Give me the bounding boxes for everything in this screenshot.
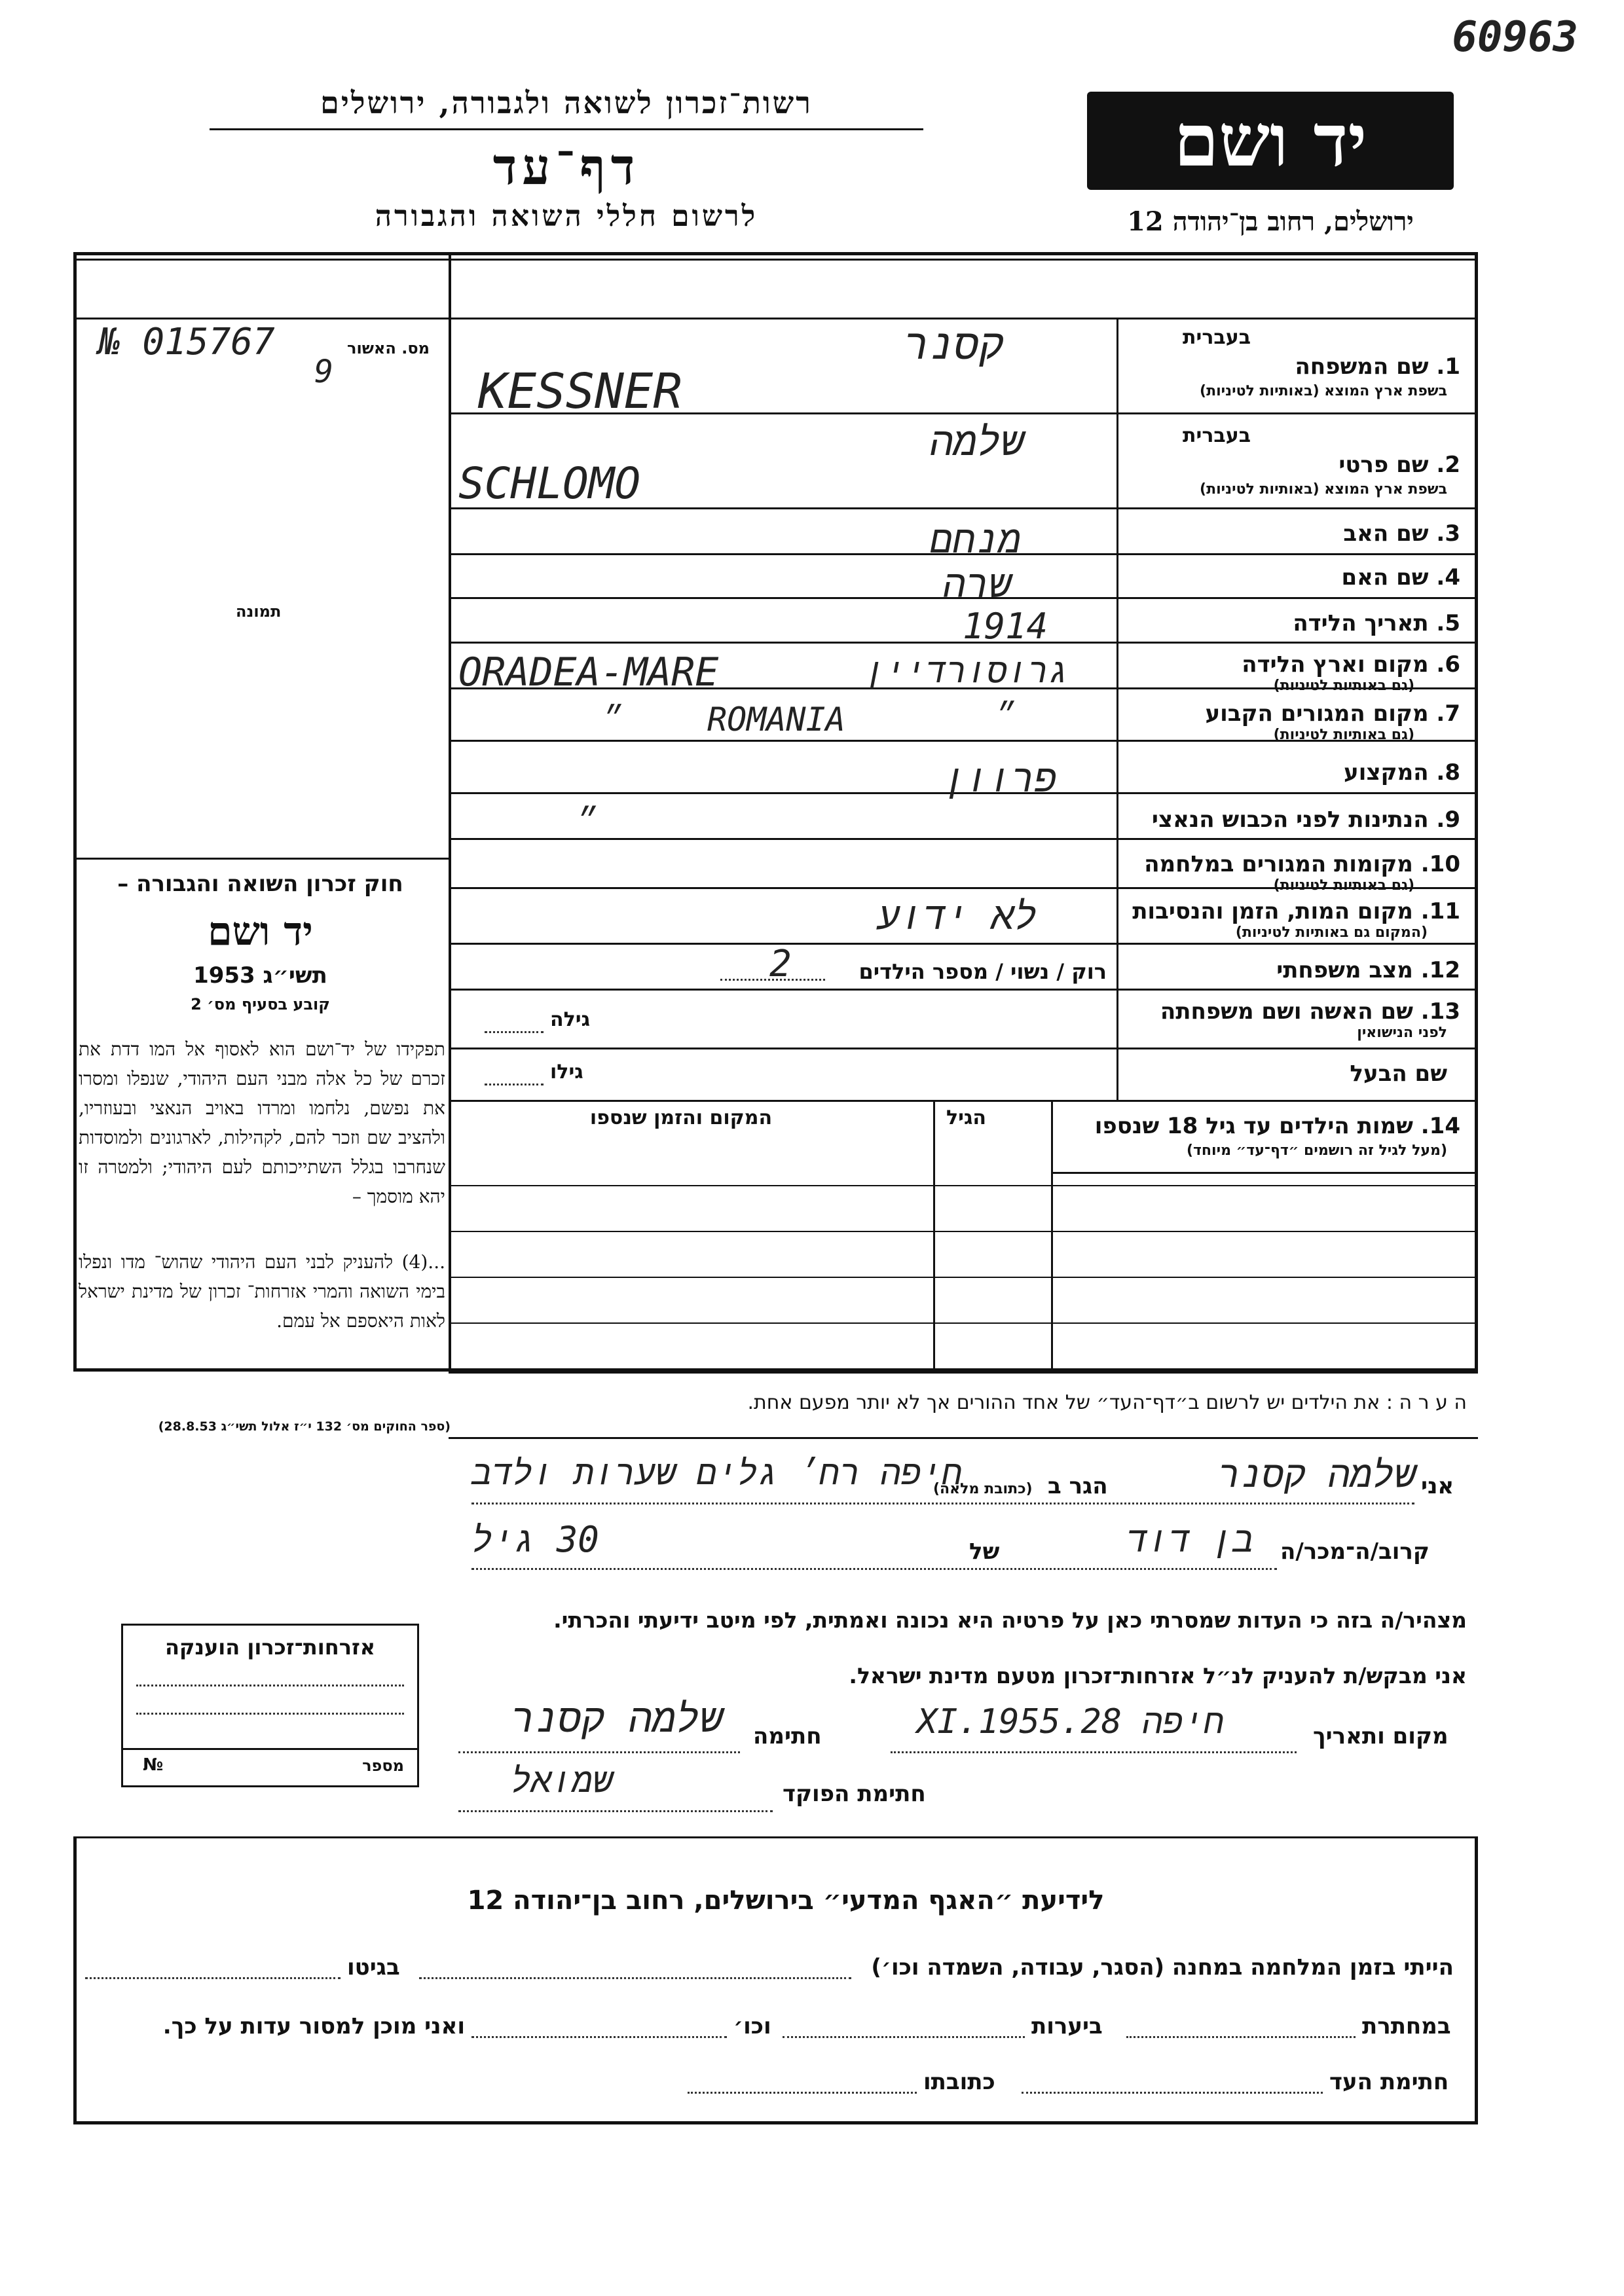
- marital-status-options: רוק / נשוי / מספר הילדים: [858, 959, 1107, 984]
- left-column-divider: [449, 252, 451, 1372]
- children-col-div-1: [1051, 1100, 1053, 1372]
- field-7-sub: (גם באותיות לטיניות): [1273, 727, 1414, 743]
- footer-etc-fill: [471, 2036, 727, 2038]
- field-row-rule: [449, 943, 1478, 945]
- field-2-sub: בשפת ארץ המוצא (באותיות לטיניות): [1200, 481, 1447, 498]
- child-row-rule: [449, 1277, 1478, 1278]
- photo-label: תמונה: [236, 602, 282, 621]
- field-row-rule: [449, 838, 1478, 840]
- field-6-sub: (גם באותיות לטיניות): [1273, 678, 1414, 694]
- residence-ditto-left: ״: [602, 701, 621, 737]
- citizenship-number-sign: №: [143, 1755, 164, 1775]
- father-name: מנחם: [930, 517, 1022, 562]
- citizenship-number-label: מספר: [362, 1757, 404, 1775]
- children-col-place: המקום והזמן שנספו: [589, 1106, 773, 1129]
- law-name: יד ושם: [208, 909, 313, 955]
- children-count-line: [720, 979, 825, 981]
- officer-line: [458, 1810, 773, 1812]
- husband-age-label: גילו: [550, 1061, 583, 1084]
- signature-label: חתימה: [753, 1723, 822, 1749]
- page-title: דף־עד: [492, 137, 640, 196]
- children-label: 14. שמות הילדים עד גיל 18 שנספו: [1094, 1113, 1460, 1139]
- field-9-label: 9. הנתינות לפני הכבוש הנאצי: [1151, 807, 1460, 833]
- footer-ghetto-label: בגיטו: [347, 1954, 400, 1980]
- relation-value: בן דוד: [1126, 1519, 1254, 1560]
- footer-etc-label: וכו׳: [733, 2013, 771, 2039]
- law-text-1: תפקידו של יד־ושם הוא לאסוף אל המו דדת את זכרם של כל אלה מבני העם היהודי, שנפלו ומסרו את נפשם, נלחמו ומרדו באויב הנאצי ובעוזריו, ולהציב שם וזכר להם, לקהילות, לארגונים ולמוסדות שנחרבו בגלל השתייכותם לעם היהודי; ולמטרה זו יהא מוסמך –: [79, 1038, 445, 1207]
- law-title: חוק זכרון השואה והגבורה –: [117, 871, 403, 897]
- header-rule: [210, 128, 923, 130]
- top-inner-rule: [73, 259, 1478, 261]
- field-13-sub: לפני הנישואין: [1357, 1025, 1447, 1041]
- witness-address-fill: [688, 2092, 917, 2094]
- citizenship-line-2: [136, 1713, 404, 1715]
- field-1-sub: בשפת ארץ המוצא (באותיות לטיניות): [1200, 383, 1447, 399]
- field-11-label: 11. מקום המות, הזמן והנסיבות: [1132, 898, 1460, 924]
- footer-forests-fill: [783, 2036, 1025, 2038]
- relation-label: קרוב/ה־מכר/ה: [1280, 1539, 1430, 1565]
- declaration-rule: [449, 1437, 1478, 1439]
- birth-date: 1914: [963, 606, 1048, 647]
- page-subtitle: לרשום חללי השואה והגבורה: [375, 200, 758, 233]
- wife-age-label: גילה: [550, 1008, 590, 1031]
- witness-signature-label: חתימת העד: [1329, 2069, 1449, 2095]
- child-row-rule: [449, 1322, 1478, 1324]
- footer-forests-label: ביערות: [1031, 2013, 1103, 2039]
- signature-line: [458, 1751, 740, 1753]
- residence-latin: ROMANIA: [707, 701, 845, 738]
- children-top-rule: [449, 1100, 1478, 1102]
- surname-hebrew: קסנר: [904, 321, 1005, 369]
- nationality: ״: [576, 802, 597, 840]
- law-rule: [73, 858, 450, 860]
- field-10-sub: (גם באותיות לטיניות): [1273, 877, 1414, 894]
- mother-name: שרה: [943, 562, 1012, 606]
- citizenship-title: אזרחות־זכרון הוענקה: [164, 1635, 376, 1660]
- hebrew-tag-2: בעברית: [1183, 424, 1251, 447]
- top-inner-rule-2: [449, 318, 1478, 319]
- field-row-rule: [449, 1048, 1478, 1049]
- witness-signature-fill: [1022, 2092, 1323, 2094]
- place-date: חיפה 28.XI.1955: [917, 1702, 1225, 1741]
- witness-address-label: כתובתו: [923, 2069, 995, 2095]
- footer-frame: [73, 1836, 1478, 2124]
- archive-number: 60963: [1452, 13, 1578, 62]
- field-13-label: 13. שם האשה ושם משפחתה: [1160, 998, 1460, 1025]
- footer-ghetto-fill: [85, 1977, 341, 1979]
- label-column-divider: [1116, 318, 1118, 1100]
- field-row-rule: [449, 989, 1478, 991]
- footer-underground-label: במחתרת: [1362, 2013, 1451, 2039]
- field-6-label: 6. מקום וארץ הלידה: [1242, 651, 1460, 678]
- field-1-label: 1. שם המשפחה: [1295, 354, 1460, 380]
- place-date-line: [891, 1751, 1297, 1753]
- field-12-label: 12. מצב משפחתי: [1276, 957, 1460, 983]
- citizenship-number-row: [123, 1748, 417, 1785]
- occupation: פרוון: [943, 756, 1058, 801]
- given-name-hebrew: שלמה: [930, 419, 1025, 465]
- birth-place-latin: ORADEA-MARE: [458, 649, 719, 695]
- children-col-div-2: [933, 1100, 935, 1372]
- field-4-label: 4. שם האם: [1341, 564, 1460, 591]
- husband-label: שם הבעל: [1350, 1061, 1447, 1087]
- field-10-label: 10. מקומות המגורים במלחמה: [1144, 851, 1460, 877]
- child-row-rule: [449, 1185, 1478, 1186]
- cert-number-note: 9: [314, 354, 333, 390]
- field-7-label: 7. מקום המגורים הקבוע: [1205, 701, 1460, 727]
- note-text: ה ע ר ה : את הילדים יש לרשום ב״דף־העד״ של אחד ההורים אך לא יותר מפעם אחת.: [747, 1391, 1467, 1414]
- child-row-rule: [449, 1231, 1478, 1232]
- officer-label: חתימת הפוקד: [783, 1781, 926, 1807]
- logo-text: יד ושם: [1173, 98, 1367, 183]
- field-5-label: 5. תאריך הלידה: [1293, 610, 1460, 636]
- law-clause: קובע בסעיף מס׳ 2: [191, 995, 330, 1013]
- resides-label: הגר ב: [1048, 1473, 1108, 1499]
- declarant-i-label: אני: [1421, 1473, 1454, 1499]
- children-sub: (מעל לגיל זה רושמים ״דף־עד״ מיוחד): [1186, 1142, 1447, 1159]
- citizenship-line-1: [136, 1685, 404, 1686]
- law-year: תשי״ג 1953: [193, 962, 327, 989]
- surname-latin: KESSNER: [478, 363, 682, 420]
- note-rule: [449, 1372, 1478, 1374]
- declarant-signature: שלמה קסנר: [511, 1696, 724, 1741]
- given-name-latin: SCHLOMO: [458, 458, 641, 509]
- husband-age-line: [485, 1084, 544, 1085]
- of-label: של: [969, 1539, 1000, 1565]
- field-2-label: 2. שם פרטי: [1338, 452, 1460, 478]
- footer-line-1: הייתי בזמן המלחמה במחנה (הסגר, עבודה, השמדה וכו׳): [871, 1954, 1454, 1980]
- field-11-sub: (המקום גם באותיות לטיניות): [1235, 924, 1428, 941]
- place-date-label: מקום ותאריך: [1313, 1723, 1449, 1749]
- law-text-2: ...(4) להעניק לבני העם היהודי שהוש־ מדו ונפלו בימי השואה והמרי אזרחות־ זכרון של מדינת ישראל לאות היאספם אל עמם.: [79, 1251, 445, 1332]
- field-3-label: 3. שם האב: [1343, 520, 1460, 547]
- declaration-request: אני מבקש/ת להעניק לנ״ל אזרחות־זכרון מטעם מדינת ישראל.: [849, 1663, 1467, 1688]
- children-col-age: הגיל: [946, 1106, 986, 1129]
- declarant-line-1: [471, 1503, 1414, 1504]
- death-place: לא ידוע: [877, 894, 1037, 938]
- logo: [1087, 92, 1454, 190]
- hebrew-tag-1: בעברית: [1183, 326, 1251, 349]
- declaration-statement: מצהיר/ה בזה כי העדות שמסרתי כאן על פרטיה היא נכונה ואמתית, לפי מיטב ידיעתי והכרתי.: [553, 1607, 1467, 1633]
- law-reference: (ספר החוקים מס׳ 132 י״ז אלול תשי״ג 28.8.53): [158, 1419, 451, 1434]
- age-note: 30 גיל: [471, 1519, 599, 1560]
- footer-line-1-fill: [419, 1977, 851, 1979]
- address-hint: (כתובת מלאה): [933, 1481, 1033, 1497]
- wife-age-line: [485, 1031, 544, 1033]
- footer-ready-label: ואני מוכן למסור עדות על כך.: [162, 2013, 465, 2039]
- left-top-rule: [73, 318, 450, 319]
- birth-place-hebrew: גרוסורדיין: [864, 651, 1069, 691]
- footer-title: לידיעת ״האגף המדעי״ בירושלים, רחוב בן־יהודה 12: [467, 1886, 1105, 1916]
- footer-underground-fill: [1126, 2036, 1356, 2038]
- declarant-address: חיפה רח׳ גלים שערות ולדב: [471, 1453, 963, 1493]
- children-count: 2: [769, 943, 792, 985]
- field-8-label: 8. המקצוע: [1344, 759, 1460, 786]
- citizenship-box: [121, 1624, 419, 1787]
- cert-number-label: מס. האשור: [347, 339, 430, 357]
- children-header-rule: [1051, 1172, 1478, 1174]
- officer-signature: שמואל: [511, 1761, 614, 1800]
- residence-ditto-right: ״: [995, 697, 1014, 734]
- authority-name: רשות־זכרון לשואה ולגבורה, ירושלים: [320, 85, 813, 120]
- declarant-line-2: [471, 1568, 1277, 1570]
- cert-number: № 015767: [98, 321, 275, 363]
- header-address: ירושלים, רחוב בן־יהודה 12: [1127, 206, 1414, 237]
- declarant-name: שלמה קסנר: [1218, 1453, 1416, 1496]
